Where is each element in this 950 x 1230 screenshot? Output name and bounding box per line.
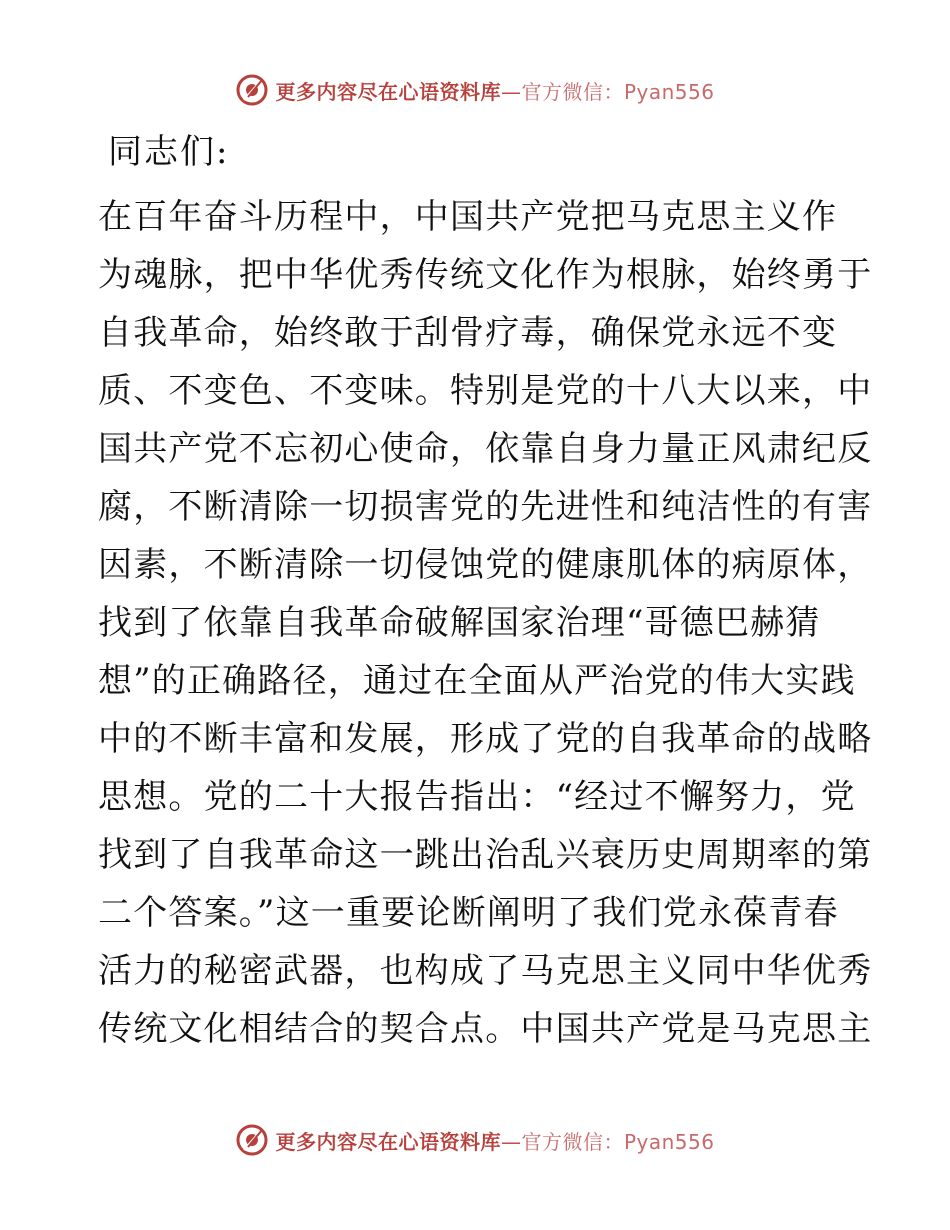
watermark-logo-icon xyxy=(235,73,269,107)
paragraph-line: 活力的秘密武器，也构成了马克思主义同中华优秀 xyxy=(98,951,873,991)
paragraph-line: 思想。党的二十大报告指出：“经过不懈努力，党 xyxy=(98,777,856,817)
paragraph-line: 质、不变色、不变味。特别是党的十八大以来，中 xyxy=(98,371,873,411)
footer-watermark xyxy=(0,1120,950,1160)
paragraph-line: 国共产党不忘初心使命，依靠自身力量正风肃纪反 xyxy=(98,429,873,469)
paragraph-line: 找到了自我革命这一跳出治乱兴衰历史周期率的第 xyxy=(98,835,873,875)
paragraph-line: 在百年奋斗历程中，中国共产党把马克思主义作 xyxy=(98,197,838,237)
paragraph-line: 传统文化相结合的契合点。中国共产党是马克思主 xyxy=(98,1009,873,1049)
paragraph-line: 找到了依靠自我革命破解国家治理“哥德巴赫猜 xyxy=(98,603,821,643)
watermark-brand: 更多内容尽在心语资料库 xyxy=(275,79,501,104)
watermark-logo-icon xyxy=(235,1123,269,1157)
paragraph-line: 腐，不断清除一切损害党的先进性和纯洁性的有害 xyxy=(98,487,873,527)
watermark-separator: — xyxy=(500,1129,522,1154)
watermark-brand: 更多内容尽在心语资料库 xyxy=(275,1129,501,1154)
document-body xyxy=(98,126,873,1058)
watermark-wechat: 官方微信：Pyan556 xyxy=(521,79,715,104)
paragraph-line: 二个答案。”这一重要论断阐明了我们党永葆青春 xyxy=(98,893,839,933)
main-paragraph xyxy=(98,188,873,1058)
paragraph-line: 为魂脉，把中华优秀传统文化作为根脉，始终勇于 xyxy=(98,255,873,295)
paragraph-line: 想”的正确路径，通过在全面从严治党的伟大实践 xyxy=(98,661,856,701)
header-watermark xyxy=(0,70,950,110)
watermark-text xyxy=(275,1126,714,1155)
watermark-separator: — xyxy=(500,79,522,104)
watermark-text xyxy=(275,76,714,105)
watermark-wechat: 官方微信：Pyan556 xyxy=(521,1129,715,1154)
paragraph-line: 中的不断丰富和发展，形成了党的自我革命的战略 xyxy=(98,719,873,759)
paragraph-line: 自我革命，始终敢于刮骨疗毒，确保党永远不变 xyxy=(98,313,838,353)
greeting: 同志们: xyxy=(108,132,230,172)
paragraph-line: 因素，不断清除一切侵蚀党的健康肌体的病原体， xyxy=(98,545,873,585)
